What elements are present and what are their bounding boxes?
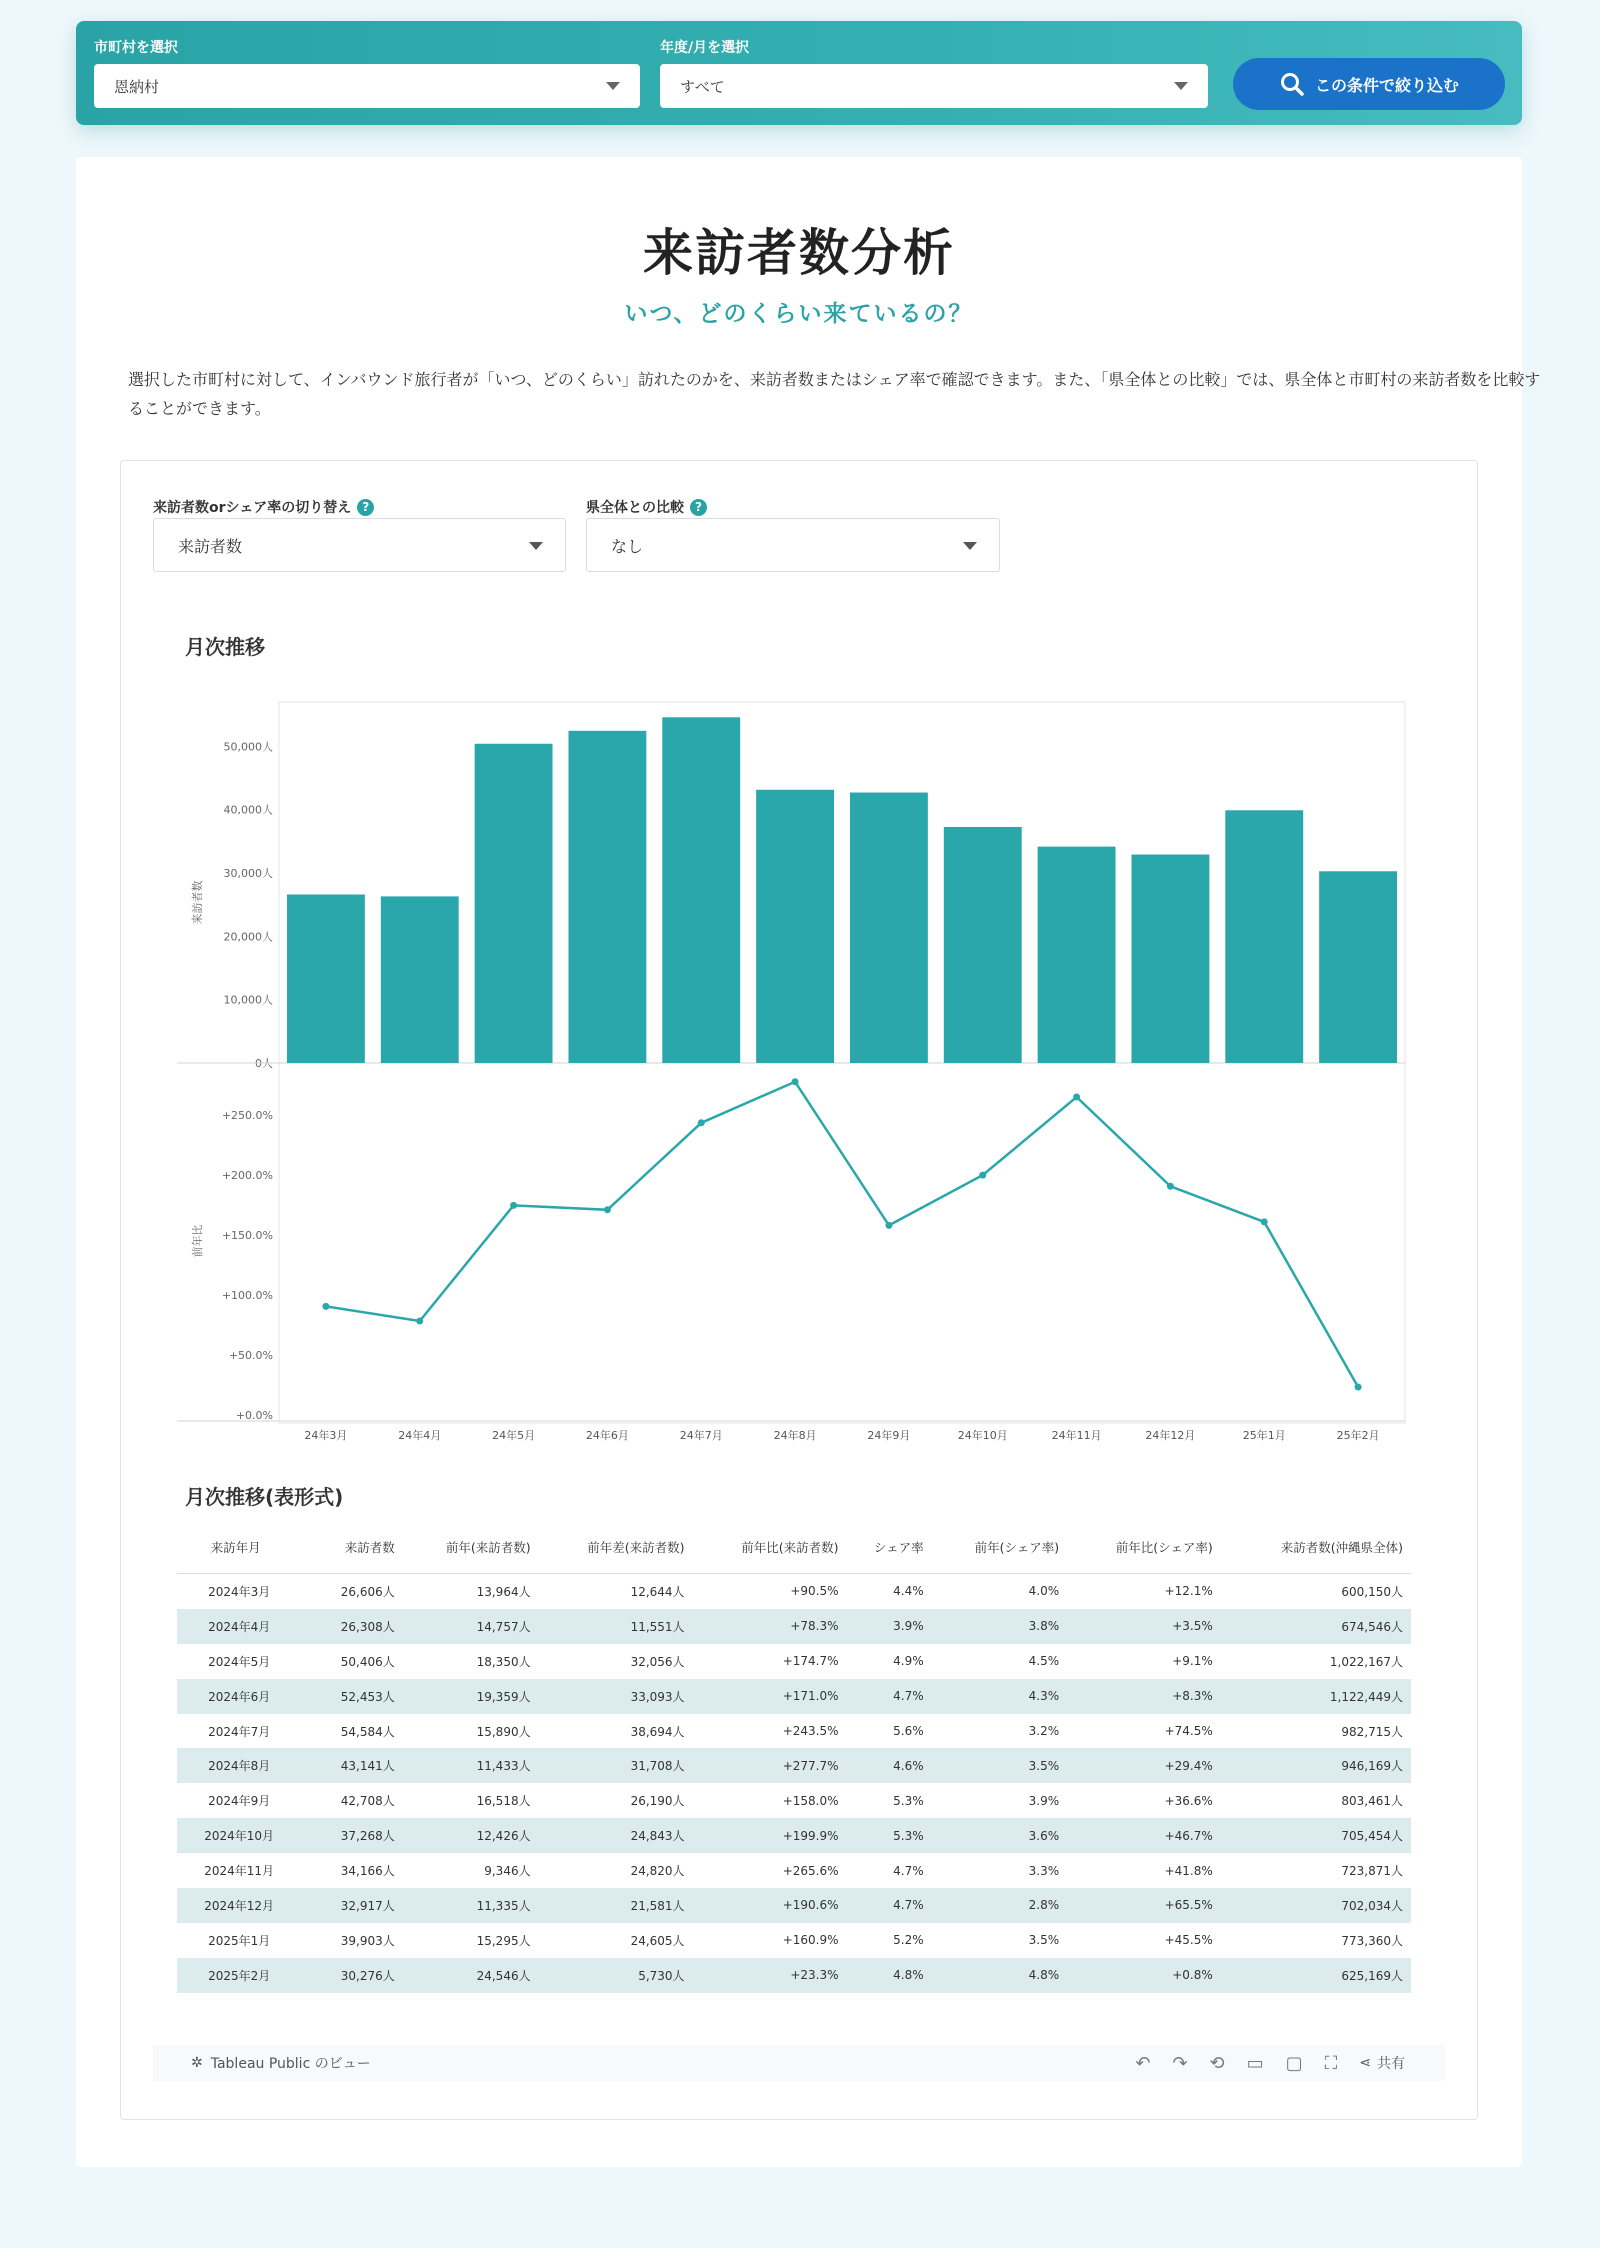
table-cell: 5.6% — [893, 1724, 924, 1738]
y-tick-label-bottom: +100.0% — [221, 1289, 273, 1302]
table-cell: 52,453人 — [301, 1679, 402, 1714]
bar-25年1月 — [1225, 810, 1303, 1063]
table-cell: +0.8% — [1067, 1958, 1221, 1993]
table-cell: 33,093人 — [539, 1679, 693, 1714]
table-cell: 4.3% — [932, 1679, 1067, 1714]
x-tick-label: 24年5月 — [492, 1429, 536, 1442]
table-cell: 42,708人 — [340, 1794, 395, 1809]
table-cell: +265.6% — [782, 1863, 839, 1878]
x-tick-label: 25年2月 — [1336, 1429, 1380, 1442]
table-cell: 3.3% — [1028, 1863, 1060, 1878]
table-cell: 37,268人 — [301, 1818, 402, 1853]
table-cell: 2024年5月 — [208, 1654, 271, 1669]
tableau-label: Tableau Public のビュー — [210, 2056, 371, 2072]
metric-param-label — [153, 497, 374, 517]
table-cell: 5,730人 — [539, 1958, 693, 1993]
table-row — [177, 1574, 1411, 1609]
table-cell: 43,141人 — [301, 1748, 402, 1783]
share-icon: ⋖ — [1359, 2055, 1371, 2071]
table-header-cell: 来訪者数 — [301, 1521, 402, 1574]
bar-24年5月 — [475, 744, 553, 1063]
bar-24年6月 — [568, 731, 646, 1063]
yoy-point-24年9月 — [885, 1222, 892, 1229]
x-tick-label: 24年6月 — [585, 1429, 629, 1442]
table-row — [177, 1609, 1411, 1644]
tableau-logo-icon: ✲ — [191, 2055, 203, 2071]
y-tick-label-top: 30,000人 — [223, 867, 273, 880]
table-cell: 4.7% — [847, 1888, 932, 1923]
bar-24年9月 — [850, 793, 928, 1063]
table-cell: 982,715人 — [1341, 1724, 1403, 1739]
table-cell: 946,169人 — [1221, 1748, 1411, 1783]
bar-24年8月 — [756, 790, 834, 1063]
table-cell: 11,551人 — [539, 1609, 693, 1644]
chevron-down-icon — [529, 542, 543, 550]
municipality-label: 市町村を選択 — [94, 40, 178, 56]
table-cell: 3.2% — [1028, 1724, 1060, 1738]
table-cell: 2024年8月 — [177, 1748, 301, 1783]
x-tick-label: 24年3月 — [304, 1429, 348, 1442]
page-title: 来訪者数分析 — [643, 224, 955, 282]
compare-value: なし — [611, 536, 644, 556]
table-cell: 723,871人 — [1341, 1864, 1403, 1879]
table-row — [177, 1818, 1411, 1853]
table-cell: 4.0% — [1028, 1584, 1060, 1599]
table-cell: 50,406人 — [340, 1654, 395, 1669]
table-cell: 11,335人 — [403, 1888, 539, 1923]
compare-param-label — [586, 497, 707, 517]
table-cell: 702,034人 — [1221, 1888, 1411, 1923]
yoy-point-24年11月 — [1073, 1094, 1080, 1101]
table-cell: 3.5% — [1028, 1933, 1060, 1948]
table-cell: +8.3% — [1067, 1679, 1221, 1714]
y-tick-label-top: 10,000人 — [223, 993, 273, 1007]
table-cell: +12.1% — [1164, 1584, 1213, 1599]
table-cell: 4.9% — [893, 1654, 924, 1669]
yoy-point-24年6月 — [604, 1206, 611, 1213]
table-row — [177, 1783, 1411, 1818]
search-icon — [1279, 71, 1305, 97]
revert-icon[interactable]: ⟲ — [1209, 2052, 1225, 2074]
table-cell: 18,350人 — [476, 1654, 531, 1669]
table-cell: +243.5% — [782, 1724, 839, 1738]
yoy-point-24年4月 — [416, 1318, 423, 1325]
help-icon[interactable]: ? — [357, 499, 374, 516]
table-header-cell: 来訪年月 — [177, 1521, 301, 1574]
bar-24年7月 — [662, 717, 740, 1063]
table-cell: +46.7% — [1067, 1818, 1221, 1853]
bar-24年4月 — [381, 896, 459, 1063]
bar-24年3月 — [287, 894, 365, 1063]
table-cell: 3.9% — [1028, 1793, 1060, 1808]
table-header-cell: 来訪者数(沖縄県全体) — [1221, 1521, 1411, 1574]
table-cell: 4.5% — [1028, 1654, 1060, 1669]
x-tick-label: 24年9月 — [867, 1429, 911, 1442]
yoy-point-24年8月 — [792, 1078, 799, 1085]
y-tick-label-bottom: +200.0% — [221, 1169, 273, 1182]
y-axis-label-top: 来訪者数 — [191, 880, 204, 925]
table-row — [177, 1714, 1411, 1749]
table-cell: 9,346人 — [484, 1864, 531, 1879]
table-cell: 26,606人 — [340, 1584, 395, 1599]
table-cell: +23.3% — [693, 1958, 847, 1993]
y-tick-label-top: 0人 — [255, 1057, 273, 1070]
dashboard-panel — [120, 460, 1478, 2120]
table-cell: 54,584人 — [340, 1724, 395, 1739]
chevron-down-icon — [963, 542, 977, 550]
yoy-point-25年1月 — [1261, 1218, 1268, 1225]
yoy-point-24年10月 — [979, 1172, 986, 1179]
table-cell: 2024年4月 — [177, 1609, 301, 1644]
table-cell: +160.9% — [782, 1933, 839, 1948]
table-cell: 3.9% — [847, 1609, 932, 1644]
table-cell: 773,360人 — [1341, 1933, 1403, 1948]
table-cell: 31,708人 — [539, 1748, 693, 1783]
table-row — [177, 1888, 1411, 1923]
period-select[interactable] — [660, 64, 1208, 108]
table-cell: +45.5% — [1164, 1933, 1213, 1948]
table-cell: +199.9% — [693, 1818, 847, 1853]
table-cell: 24,546人 — [403, 1958, 539, 1993]
table-cell: 674,546人 — [1221, 1609, 1411, 1644]
toolbar-actions — [1135, 2053, 1405, 2074]
metric-param-label-text: 来訪者数orシェア率の切り替え — [153, 500, 352, 516]
table-header-cell: 前年(来訪者数) — [403, 1521, 539, 1574]
table-cell: +78.3% — [693, 1609, 847, 1644]
x-tick-label: 24年8月 — [773, 1429, 817, 1442]
table-cell: 2024年11月 — [204, 1864, 275, 1879]
table-cell: 803,461人 — [1341, 1794, 1403, 1809]
table-cell: 2024年6月 — [177, 1679, 301, 1714]
table-cell: 4.4% — [893, 1584, 924, 1599]
main-card — [76, 157, 1541, 2167]
x-tick-label: 24年7月 — [679, 1429, 723, 1442]
page-description: 選択した市町村に対して、インバウンド旅行者が「いつ、どのくらい」訪れたのかを、来訪者数またはシェア率で確認できます。また、「県全体との比較」では、県全体と市町村の来訪者数を比較することができます。 — [128, 370, 1541, 418]
y-tick-label-bottom: +150.0% — [221, 1229, 273, 1242]
table-cell: +41.8% — [1164, 1863, 1213, 1878]
bar-24年12月 — [1131, 855, 1209, 1063]
table-cell: 1,122,449人 — [1221, 1679, 1411, 1714]
table-cell: +65.5% — [1067, 1888, 1221, 1923]
table-cell: 705,454人 — [1221, 1818, 1411, 1853]
table-cell: 5.2% — [893, 1933, 924, 1948]
table-cell: 24,820人 — [630, 1864, 685, 1879]
x-tick-label: 25年1月 — [1242, 1429, 1286, 1442]
metric-value: 来訪者数 — [178, 536, 243, 556]
table-row — [177, 1748, 1411, 1783]
bar-25年2月 — [1319, 871, 1397, 1063]
table-cell: 30,276人 — [301, 1958, 402, 1993]
apply-filter-button[interactable] — [1233, 58, 1505, 110]
table-row — [177, 1679, 1411, 1714]
table-cell: +158.0% — [782, 1793, 839, 1808]
tableau-toolbar — [153, 2045, 1445, 2081]
table-cell: 24,843人 — [539, 1818, 693, 1853]
apply-filter-label: この条件で絞り込む — [1314, 75, 1459, 95]
table-row — [177, 1958, 1411, 1993]
table-row — [177, 1923, 1411, 1958]
comment-icon[interactable]: ▢ — [1285, 2052, 1303, 2074]
table-header-cell: 前年(シェア率) — [932, 1521, 1067, 1574]
table-cell: 32,917人 — [301, 1888, 402, 1923]
table-cell: 34,166人 — [340, 1864, 395, 1879]
x-tick-label: 24年4月 — [398, 1429, 442, 1442]
table-cell: +74.5% — [1164, 1724, 1213, 1738]
y-tick-label-top: 50,000人 — [223, 740, 273, 754]
y-axis-label-bottom: 前年比 — [191, 1224, 204, 1258]
x-tick-label: 24年11月 — [1051, 1429, 1102, 1442]
yoy-point-24年5月 — [510, 1202, 517, 1209]
table-cell: 26,190人 — [630, 1794, 685, 1809]
x-tick-label: 24年12月 — [1145, 1429, 1196, 1442]
table-cell: +36.6% — [1164, 1793, 1213, 1808]
metric-select[interactable] — [153, 518, 566, 572]
compare-param-label-text: 県全体との比較 — [586, 500, 684, 516]
table-cell: 2024年3月 — [208, 1584, 271, 1599]
table-row — [177, 1644, 1411, 1679]
help-icon[interactable]: ? — [690, 499, 707, 516]
table-header-cell: 前年比(シェア率) — [1067, 1521, 1221, 1574]
table-cell: 39,903人 — [340, 1933, 395, 1948]
yoy-point-24年3月 — [322, 1303, 329, 1310]
table-cell: 24,605人 — [630, 1933, 685, 1948]
table-cell: 19,359人 — [403, 1679, 539, 1714]
table-cell: +171.0% — [693, 1679, 847, 1714]
y-tick-label-top: 20,000人 — [223, 930, 273, 944]
municipality-select[interactable] — [94, 64, 640, 108]
monthly-chart-title: 月次推移 — [185, 635, 265, 659]
table-cell: 1,022,167人 — [1329, 1654, 1403, 1669]
tableau-link[interactable] — [191, 2053, 371, 2073]
y-tick-label-bottom: +250.0% — [221, 1109, 273, 1122]
table-cell: 32,056人 — [630, 1654, 685, 1669]
table-header-cell: シェア率 — [847, 1521, 932, 1574]
table-cell: 15,295人 — [476, 1933, 531, 1948]
yoy-point-25年2月 — [1355, 1384, 1362, 1391]
table-cell: +90.5% — [790, 1584, 839, 1599]
monthly-chart — [177, 667, 1417, 1442]
table-cell: 13,964人 — [476, 1584, 531, 1599]
y-tick-label-bottom: +0.0% — [235, 1409, 273, 1422]
compare-select[interactable] — [586, 518, 1000, 572]
y-tick-label-top: 40,000人 — [223, 803, 273, 817]
monthly-table — [177, 1521, 1411, 1993]
table-cell: 21,581人 — [539, 1888, 693, 1923]
table-cell: 2025年2月 — [177, 1958, 301, 1993]
table-cell: +29.4% — [1067, 1748, 1221, 1783]
table-header-cell: 前年差(来訪者数) — [539, 1521, 693, 1574]
yoy-point-24年7月 — [698, 1119, 705, 1126]
table-cell: 15,890人 — [476, 1724, 531, 1739]
table-cell: 4.6% — [847, 1748, 932, 1783]
table-cell: 2025年1月 — [208, 1933, 271, 1948]
chevron-down-icon — [606, 82, 620, 90]
bar-24年10月 — [944, 827, 1022, 1063]
table-cell: 2024年10月 — [177, 1818, 301, 1853]
table-cell: 3.5% — [932, 1748, 1067, 1783]
table-cell: 4.8% — [847, 1958, 932, 1993]
undo-icon[interactable]: ↶ — [1135, 2052, 1151, 2074]
period-value: すべて — [680, 77, 725, 96]
table-cell: 11,433人 — [403, 1748, 539, 1783]
table-cell: 12,644人 — [630, 1584, 685, 1599]
table-cell: 12,426人 — [403, 1818, 539, 1853]
redo-icon[interactable]: ↷ — [1172, 2052, 1188, 2074]
table-cell: +9.1% — [1172, 1654, 1213, 1669]
yoy-point-24年12月 — [1167, 1183, 1174, 1190]
share-label: 共有 — [1377, 2056, 1405, 2072]
monthly-table-wrap — [177, 1521, 1411, 1993]
period-label: 年度/月を選択 — [660, 40, 750, 56]
x-tick-label: 24年10月 — [957, 1429, 1008, 1442]
table-cell: +190.6% — [693, 1888, 847, 1923]
table-cell: 2024年9月 — [208, 1794, 271, 1809]
table-cell: 14,757人 — [403, 1609, 539, 1644]
table-cell: 2.8% — [932, 1888, 1067, 1923]
table-cell: 5.3% — [847, 1818, 932, 1853]
table-cell: 4.7% — [893, 1863, 924, 1878]
filter-bar — [76, 21, 1522, 125]
chevron-down-icon — [1174, 82, 1188, 90]
y-tick-label-bottom: +50.0% — [228, 1349, 273, 1362]
table-cell: 3.6% — [932, 1818, 1067, 1853]
monthly-table-title: 月次推移(表形式) — [185, 1485, 344, 1509]
table-cell: 4.7% — [847, 1679, 932, 1714]
page-subtitle: いつ、どのくらい来ているの？ — [624, 301, 974, 327]
table-cell: 3.8% — [932, 1609, 1067, 1644]
table-cell: 625,169人 — [1221, 1958, 1411, 1993]
table-cell: +3.5% — [1067, 1609, 1221, 1644]
share-button[interactable] — [1359, 2053, 1405, 2073]
fullscreen-icon[interactable]: ⛶ — [1324, 2052, 1338, 2074]
table-cell: 2024年7月 — [208, 1724, 271, 1739]
table-cell: +277.7% — [693, 1748, 847, 1783]
table-header-cell: 前年比(来訪者数) — [693, 1521, 847, 1574]
table-cell: 38,694人 — [630, 1724, 685, 1739]
bar-24年11月 — [1038, 847, 1116, 1063]
yoy-line — [326, 1082, 1358, 1387]
table-cell: +174.7% — [782, 1654, 839, 1669]
table-cell: 600,150人 — [1341, 1584, 1403, 1599]
table-cell: 26,308人 — [301, 1609, 402, 1644]
table-cell: 5.3% — [893, 1793, 924, 1808]
pause-icon[interactable]: ▭ — [1246, 2052, 1264, 2074]
municipality-value: 恩納村 — [114, 77, 160, 96]
table-cell: 16,518人 — [476, 1794, 531, 1809]
table-row — [177, 1853, 1411, 1888]
table-cell: 2024年12月 — [177, 1888, 301, 1923]
table-cell: 4.8% — [932, 1958, 1067, 1993]
